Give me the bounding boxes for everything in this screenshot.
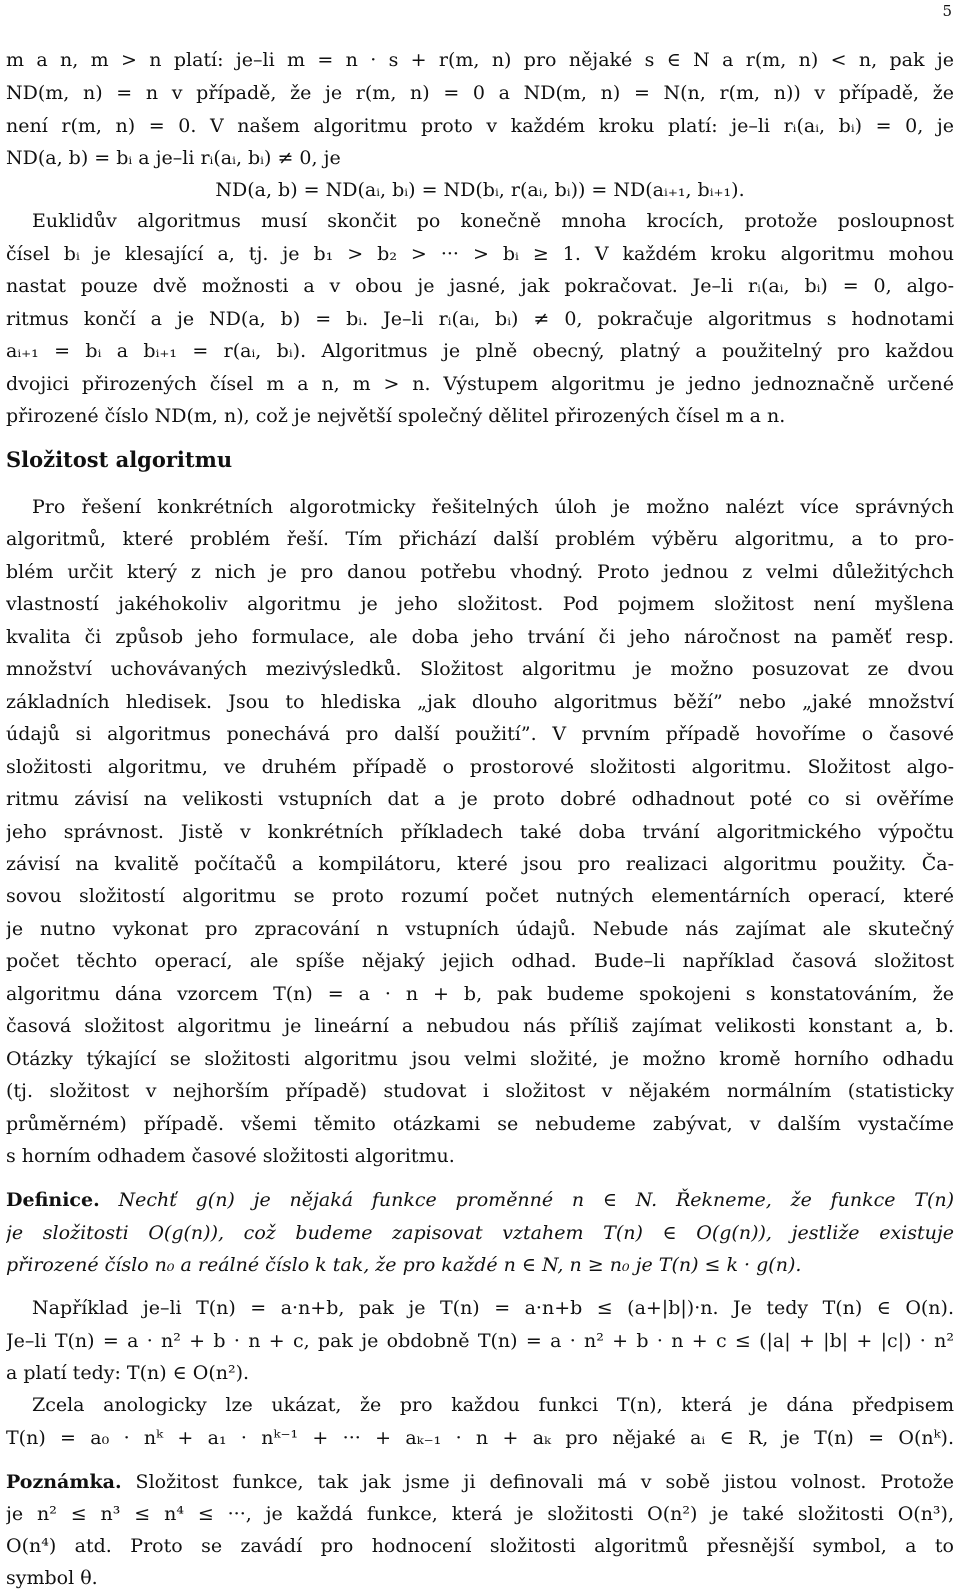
text-line: není r(m, n) = 0. V našem algoritmu proto v každém kroku platí: je–li rᵢ(aᵢ, bᵢ) = 0, je <box>6 114 954 137</box>
text-line: množství uchovávaných mezivýsledků. Složitost algoritmu je možno posuzovat ze dvou <box>6 658 954 681</box>
text-line: Otázky týkající se složitosti algoritmu jsou velmi složité, je možno kromě horního odhadu <box>6 1047 954 1070</box>
example-line: Je–li T(n) = a · n² + b · n + c, pak je obdobně T(n) = a · n² + b · n + c ≤ (|a| + |b| + |c|) · n² <box>6 1329 954 1352</box>
example-line: T(n) = a₀ · nᵏ + a₁ · nᵏ⁻¹ + ··· + aₖ₋₁ · n + aₖ pro nějaké aᵢ ∈ R, je T(n) = O(nᵏ). <box>6 1426 954 1449</box>
page-number: 5 <box>942 2 952 20</box>
text-line: složitosti algoritmu, ve druhém případě o prostorové složitosti algoritmu. Složitost algo- <box>6 755 954 778</box>
definition-text: Nechť g(n) je nějaká funkce proměnné n ∈ N. Řekneme, že funkce T(n) <box>118 1189 954 1212</box>
text-line: kvalita či způsob jeho formulace, ale doba jeho trvání či jeho náročnost na paměť resp. <box>6 625 954 648</box>
text-line: jeho správnost. Jistě v konkrétních příkladech také doba trvání algoritmického výpočtu <box>6 820 954 843</box>
remark-label: Poznámka. <box>6 1470 122 1493</box>
text-line: aᵢ₊₁ = bᵢ a bᵢ₊₁ = r(aᵢ, bᵢ). Algoritmus je plně obecný, platný a použitelný pro každou <box>6 340 954 363</box>
text-line: Pro řešení konkrétních algorotmicky řešitelných úloh je možno nalézt více správných <box>32 495 954 518</box>
text-line: Euklidův algoritmus musí skončit po konečně mnoha krocích, protože posloupnost <box>32 210 954 233</box>
text-line: dvojici přirozených čísel m a n, m > n. Výstupem algoritmu je jedno jednoznačně určené <box>6 372 954 395</box>
text-line: časová složitost algoritmu je lineární a nebudou nás příliš zajímat velikosti konstant a, b. <box>6 1015 954 1038</box>
text-line: přirozené číslo ND(m, n), což je největší společný dělitel přirozených čísel m a n. <box>6 405 786 428</box>
definition-line <box>6 1185 954 1215</box>
remark-line: je n² ≤ n³ ≤ n⁴ ≤ ···, je každá funkce, která je složitosti O(n²) je také složitosti O(n³), <box>6 1502 954 1525</box>
text-line: ND(m, n) = n v případě, že je r(m, n) = 0 a ND(m, n) = N(n, r(m, n)) v případě, že <box>6 82 954 105</box>
text-line: s horním odhadem časové složitosti algoritmu. <box>6 1145 455 1168</box>
remark-line: symbol θ. <box>6 1566 98 1589</box>
remark-line: O(n⁴) atd. Proto se zavádí pro hodnocení složitosti algoritmů přesnější symbol, a to <box>6 1534 954 1557</box>
text-line: počet těchto operací, ale spíše nějaký jejich odhad. Bude–li například časová složitost <box>6 950 954 973</box>
text-line: údajů si algoritmus ponechává pro další použití”. V prvním případě hovoříme o časové <box>6 723 954 746</box>
remark-text: Složitost funkce, tak jak jsme ji definovali má v sobě jistou volnost. Protože <box>135 1470 954 1493</box>
definition-line: přirozené číslo n₀ a reálné číslo k tak, že pro každé n ∈ N, n ≥ n₀ je T(n) ≤ k · g(n). <box>6 1254 802 1277</box>
text-line: průměrném) případě. všemi těmito otázkami se nebudeme zabývat, v dalším vystačíme <box>6 1112 954 1135</box>
definition-label: Definice. <box>6 1189 100 1212</box>
text-line: (tj. složitost v nejhorším případě) studovat i složitost v nějakém normálním (statisticky <box>6 1080 954 1103</box>
text-line: ritmu závisí na velikosti vstupních dat a je proto dobré odhadnout poté co si ověříme <box>6 788 954 811</box>
text-line: m a n, m > n platí: je–li m = n · s + r(m, n) pro nějaké s ∈ N a r(m, n) < n, pak je <box>6 48 954 71</box>
text-line: nastat pouze dvě možnosti a v obou je jasné, jak pokračovat. Je–li rᵢ(aᵢ, bᵢ) = 0, algo- <box>6 275 954 298</box>
remark-line <box>6 1467 954 1497</box>
example-line: Zcela anologicky lze ukázat, že pro každou funkci T(n), která je dána předpisem <box>32 1394 954 1417</box>
text-line: ritmus končí a je ND(a, b) = bᵢ. Je–li rᵢ(aᵢ, bᵢ) ≠ 0, pokračuje algoritmus s hodnotami <box>6 307 954 330</box>
text-line: sovou složitostí algoritmu se proto rozumí počet nutných elementárních operací, které <box>6 885 954 908</box>
text-line: čísel bᵢ je klesající a, tj. je b₁ > b₂ > ··· > bᵢ ≥ 1. V každém kroku algoritmu mohou <box>6 242 954 265</box>
text-line: vlastností jakéhokoliv algoritmu je jeho složitost. Pod pojmem složitost není myšlena <box>6 593 954 616</box>
text-line: je nutno vykonat pro zpracování n vstupních údajů. Nebude nás zajímat ale skutečný <box>6 917 954 940</box>
text-line: algoritmů, které problém řeší. Tím přichází další problém výběru algoritmu, a to pro- <box>6 528 954 551</box>
text-line: základních hledisek. Jsou to hlediska „jak dlouho algoritmus běží” nebo „jaké množství <box>6 690 954 713</box>
display-equation: ND(a, b) = ND(aᵢ, bᵢ) = ND(bᵢ, r(aᵢ, bᵢ)) = ND(aᵢ₊₁, bᵢ₊₁). <box>215 178 745 201</box>
definition-line: je složitosti O(g(n)), což budeme zapisovat vztahem T(n) ∈ O(g(n)), jestliže existuje <box>6 1221 954 1244</box>
example-line: Například je–li T(n) = a·n+b, pak je T(n) = a·n+b ≤ (a+|b|)·n. Je tedy T(n) ∈ O(n). <box>32 1297 954 1320</box>
text-line: závisí na kvalitě počítačů a kompilátoru, které jsou pro realizaci algoritmu použity. Ča- <box>6 852 954 875</box>
text-line: blém určit který z nich je pro danou potřebu vhodný. Proto jednou z velmi důležitýchch <box>6 560 954 583</box>
text-line: algoritmu dána vzorcem T(n) = a · n + b, pak budeme spokojeni s konstatováním, že <box>6 982 954 1005</box>
example-line: a platí tedy: T(n) ∈ O(n²). <box>6 1362 250 1384</box>
section-title: Složitost algoritmu <box>6 447 233 473</box>
text-line: ND(a, b) = bᵢ a je–li rᵢ(aᵢ, bᵢ) ≠ 0, je <box>6 147 341 170</box>
